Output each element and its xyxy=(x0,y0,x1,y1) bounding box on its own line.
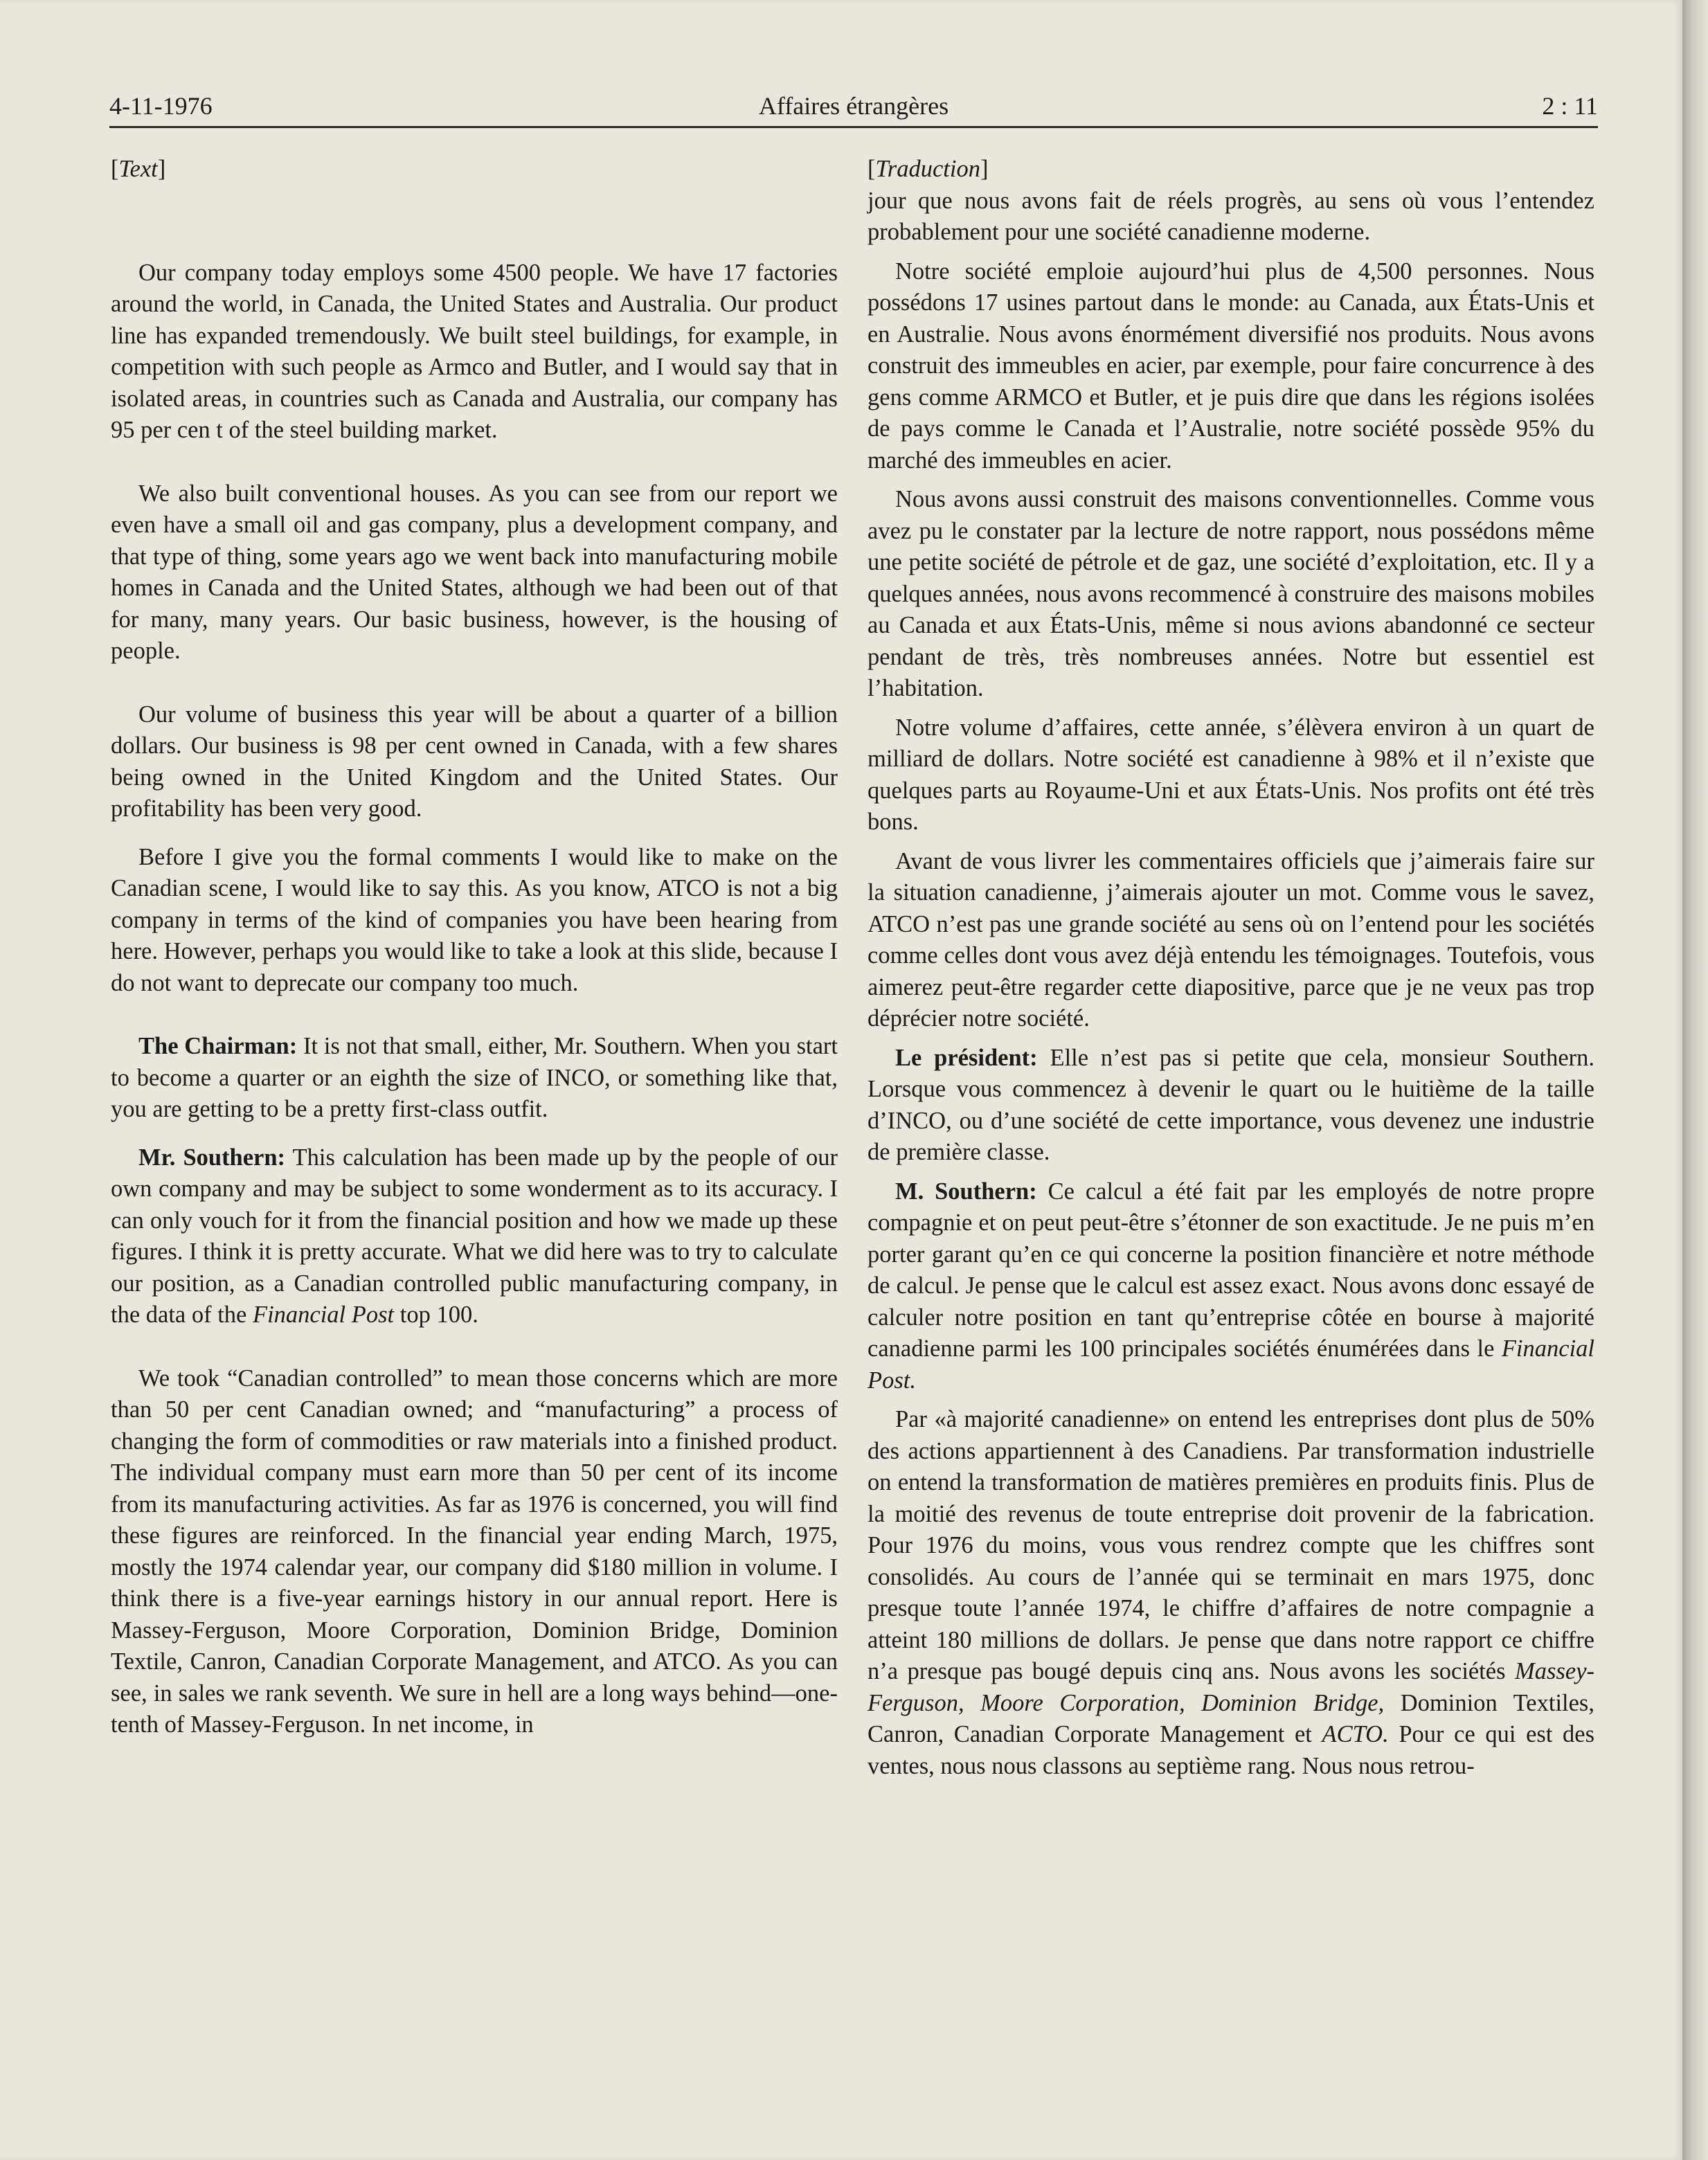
paragraph: Avant de vous livrer les commentaires officiels que j’aimerais faire sur la situation canadienne, j’aimerais ajouter un mot. Comme vous le savez, ATCO n’est pas une grande société au sens où on l’entend pour les sociétés comme celles dont vous avez déjà entendu les témoignages. Toutefois, vous aimerez peut-être regarder cette diapositive, parce que je ne veux pas trop déprécier notre société. xyxy=(868,847,1594,1032)
speaker-label: Le président: xyxy=(895,1044,1038,1071)
header-date: 4-11-1976 xyxy=(109,92,213,120)
page-edge xyxy=(1682,0,1708,2160)
section-tag-text: [Text] xyxy=(111,156,166,182)
speaker-label: The Chairman: xyxy=(138,1033,298,1059)
french-column xyxy=(868,154,1594,1790)
paragraph: Notre société emploie aujourd’hui plus de 4,500 personnes. Nous possédons 17 usines partout dans le monde: au Canada, aux États-Unis et en Australie. Nous avons énormément diversifié nos produits. Nous avons construit des immeubles en acier, par exemple, pour faire concurrence à des gens comme ARMCO et Butler, et je puis dire que dans les régions isolées de pays comme le Canada et l’Australie, notre société possède 95% du marché des immeubles en acier. xyxy=(868,258,1594,474)
paragraph: We also built conventional houses. As you can see from our report we even have a small oil and gas company, plus a development company, and that type of thing, some years ago we went back into manufacturing mobile homes in Canada and the United States, although we had been out of that for many, many years. Our basic business, however, is the housing of people. xyxy=(111,480,838,664)
paragraph: Nous avons aussi construit des maisons conventionnelles. Comme vous avez pu le constater par la lecture de notre rapport, nous possédons même une petite société de pétrole et de gaz, une société d’exploitation, etc. Il y a quelques années, nous avons recommencé à construire des maisons mobiles au Canada et aux États-Unis, même si nous avions abandonné ce secteur pendant de très, très nombreuses années. Notre but essentiel est l’habitation. xyxy=(868,486,1594,701)
chairman-statement: The Chairman: It is not that small, either, Mr. Southern. When you start to become a quarter or an eighth the size of INCO, or something like that, you are getting to be a pretty first-class outfit. xyxy=(111,1033,838,1122)
paragraph: Notre volume d’affaires, cette année, s’élèvera environ à un quart de milliard de dollars. Notre société est canadienne à 98% et il n’existe que quelques parts au Royaume-Uni et aux États-Unis. Nos profits ont été très bons. xyxy=(868,714,1594,835)
southern-statement: Mr. Southern: This calculation has been made up by the people of our own company and may be subject to some wonderment as to its accuracy. I can only vouch for it from the financial position and how we made up these figures. I think it is pretty accurate. What we did here was to try to calculate our position, as a Canadian controlled public manufacturing company, in the data of the Financial Post top 100. xyxy=(111,1144,838,1328)
section-tag-traduction: [Traduction] xyxy=(868,156,989,182)
header-page-number: 2 : 11 xyxy=(1542,92,1598,120)
president-statement: Le président: Elle n’est pas si petite que cela, monsieur Southern. Lorsque vous commencez à devenir le quart ou le huitième de la taille d’INCO, ou d’une société de cette importance, vous devenez une industrie de première classe. xyxy=(868,1044,1594,1165)
page-header xyxy=(109,82,1598,128)
speaker-label: M. Southern: xyxy=(895,1178,1037,1205)
paragraph: Our volume of business this year will be about a quarter of a billion dollars. Our business is 98 per cent owned in Canada, with a few shares being owned in the United Kingdom and the United States. Our profitability has been very good. xyxy=(111,701,838,822)
paragraph: We took “Canadian controlled” to mean those concerns which are more than 50 per cent Canadian owned; and “manufacturing” a process of changing the form of commodities or raw materials into a finished product. The individual company must earn more than 50 per cent of its income from its manufacturing activities. As far as 1976 is concerned, you will find these figures are reinforced. In the financial year ending March, 1975, mostly the 1974 calendar year, our company did $180 million in volume. I think there is a five-year earnings history in our annual report. Here is Massey-Ferguson, Moore Corporation, Dominion Bridge, Dominion Textile, Canron, Canadian Corporate Management, and ATCO. As you can see, in sales we rank seventh. We sure in hell are a long ways behind—one-tenth of Massey-Ferguson. In net income, in xyxy=(111,1365,838,1738)
speaker-label: Mr. Southern: xyxy=(138,1144,286,1171)
header-title: Affaires étrangères xyxy=(758,92,949,120)
paragraph: Par «à majorité canadienne» on entend les entreprises dont plus de 50% des actions appartiennent à des Canadiens. Par transformation industrielle on entend la transformation de matières premières en produits finis. Plus de la moitié des revenus de toute entreprise doit provenir de la fabrication. Pour 1976 du moins, vous vous rendrez compte que les chiffres sont consolidés. Au cours de l’année qui se terminait en mars 1975, donc presque toute l’année 1974, le chiffre d’affaires de notre compagnie a atteint 180 millions de dollars. Je pense que dans notre rapport ce chiffre n’a presque pas bougé depuis cinq ans. Nous avons les sociétés Massey-Ferguson, Moore Corporation, Dominion Bridge, Dominion Textiles, Canron, Canadian Corporate Management et ACTO. Pour ce qui est des ventes, nous nous classons au septième rang. Nous nous retrou- xyxy=(868,1406,1595,1779)
paragraph: Our company today employs some 4500 people. We have 17 factories around the world, in Canada, the United States and Australia. Our product line has expanded tremendously. We built steel buildings, for example, in competition with such people as Armco and Butler, and I would say that in isolated areas, in countries such as Canada and Australia, our company has 95 per cen t of the steel building market. xyxy=(111,259,838,443)
continuation-paragraph: jour que nous avons fait de réels progrès, au sens où vous l’entendez probablement pour une société canadienne moderne. xyxy=(868,187,1594,245)
paragraph: Before I give you the formal comments I would like to make on the Canadian scene, I would like to say this. As you know, ATCO is not a big company in terms of the kind of companies you have been hearing from here. However, perhaps you would like to take a look at this slide, because I do not want to deprecate our company too much. xyxy=(111,843,838,996)
southern-statement: M. Southern: Ce calcul a été fait par les employés de notre propre compagnie et on peut peut-être s’étonner de son exactitude. Je ne puis m’en porter garant qu’en ce qui concerne la position financière et notre méthode de calcul. Je pense que le calcul est assez exact. Nous avons donc essayé de calculer notre position en tant qu’entreprise côtée en bourse à majorité canadienne parmi les 100 principales sociétés énumérées dans le Financial Post. xyxy=(868,1178,1595,1394)
english-column xyxy=(111,154,838,1758)
